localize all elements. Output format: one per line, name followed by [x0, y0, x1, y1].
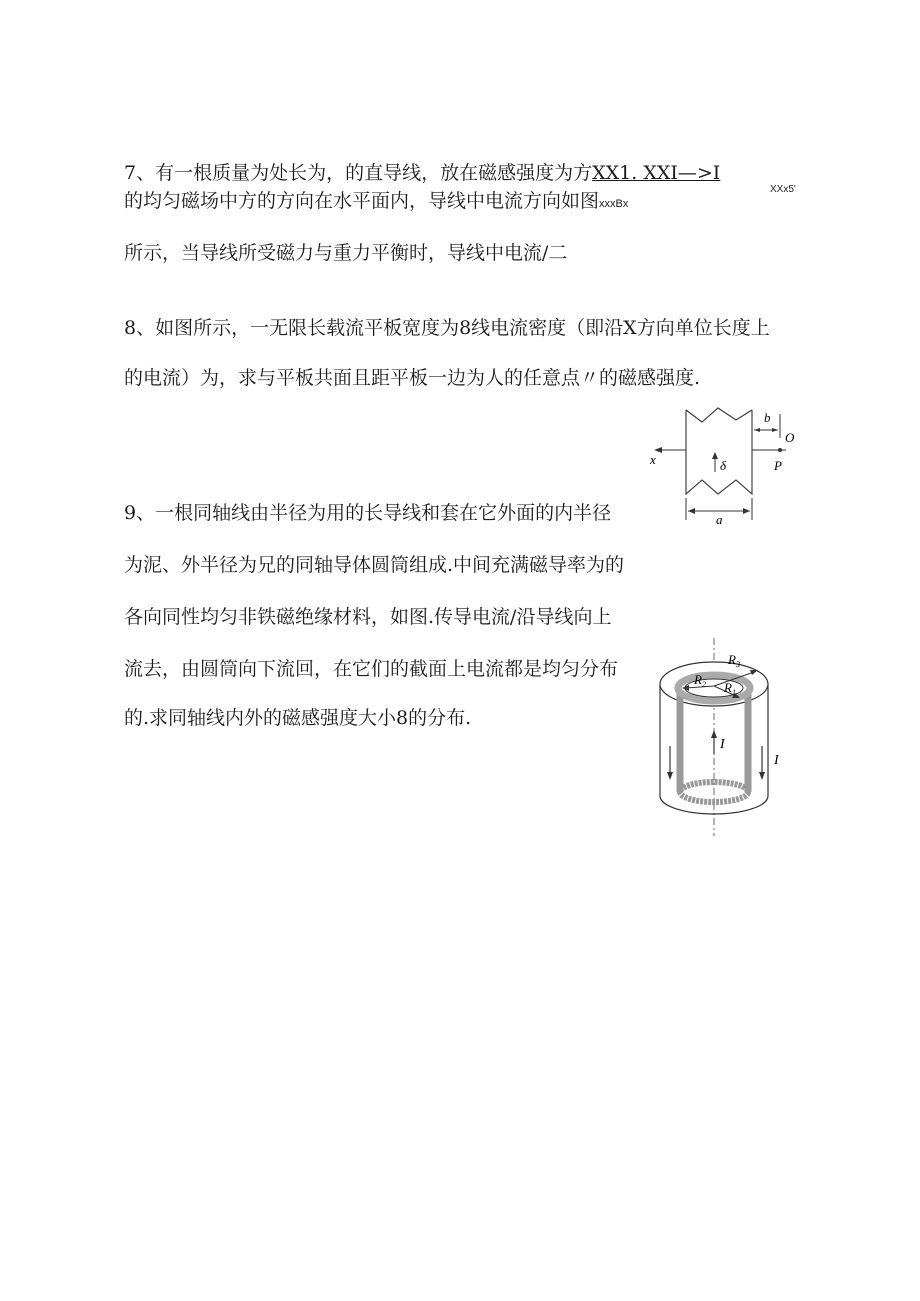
problem7-line1: [124, 161, 720, 185]
label-P: P: [774, 458, 782, 473]
label-R3: $R_3$: [728, 652, 740, 669]
problem7-line2-text: 的均匀磁场中方的方向在水平面内，导线中电流方向如图: [124, 190, 600, 212]
problem7-line3: 所示，当导线所受磁力与重力平衡时，导线中电流/二: [124, 242, 568, 264]
label-delta: δ: [720, 458, 727, 473]
problem7-line2-small: xxxBx: [599, 198, 629, 210]
left-return-arrowhead: [667, 772, 673, 780]
problem8-line2: 的电流）为，求与平板共面且距平板一边为人的任意点〃的磁感强度.: [124, 367, 701, 389]
label-x: x: [650, 452, 656, 467]
label-R1: $R_1$: [724, 680, 736, 697]
coaxial-cylinder-figure: [650, 636, 790, 838]
plate-top-break: [686, 408, 752, 422]
label-a: a: [716, 512, 723, 526]
label-R2: $R_2$: [694, 672, 706, 689]
a-arrow-right: [743, 508, 750, 514]
b-arrow-left: [754, 428, 760, 432]
problem8-line1: 8、如图所示，一无限长载流平板宽度为8线电流密度（即沿X方向单位长度上: [124, 317, 770, 339]
label-I-center: I: [720, 737, 725, 752]
plate-figure: [640, 398, 810, 526]
a-arrow-left: [688, 508, 695, 514]
problem7-side-note: XXx5': [770, 184, 796, 195]
problem9-line3: 各向同性均匀非铁磁绝缘材料，如图.传导电流/沿导线向上: [124, 606, 612, 628]
label-O: O: [785, 430, 795, 445]
problem7-line1-underlined: XX1. XXI—>I: [592, 162, 721, 184]
point-P: [778, 448, 782, 452]
problem7-line1-text: 7、有一根质量为处长为，的直导线，放在磁感强度为方: [124, 162, 593, 184]
label-b: b: [764, 410, 771, 425]
problem9-line2: 为泥、外半径为兄的同轴导体圆筒组成.中间充满磁导率为的: [124, 554, 625, 576]
b-arrow-right: [772, 428, 778, 432]
right-return-arrowhead: [759, 772, 765, 780]
problem7-line2: [124, 189, 628, 216]
center-current-arrowhead: [711, 730, 717, 738]
problem9-line5: 的.求同轴线内外的磁感强度大小8的分布.: [124, 707, 472, 729]
delta-arrowhead: [712, 452, 718, 459]
label-I-outer: I: [774, 753, 779, 768]
problem9-line1: 9、一根同轴线由半径为用的长导线和套在它外面的内半径: [124, 502, 612, 524]
plate-lower-outline: [686, 410, 752, 494]
problem9-line4: 流去，由圆筒向下流回，在它们的截面上电流都是均匀分布: [124, 658, 619, 680]
